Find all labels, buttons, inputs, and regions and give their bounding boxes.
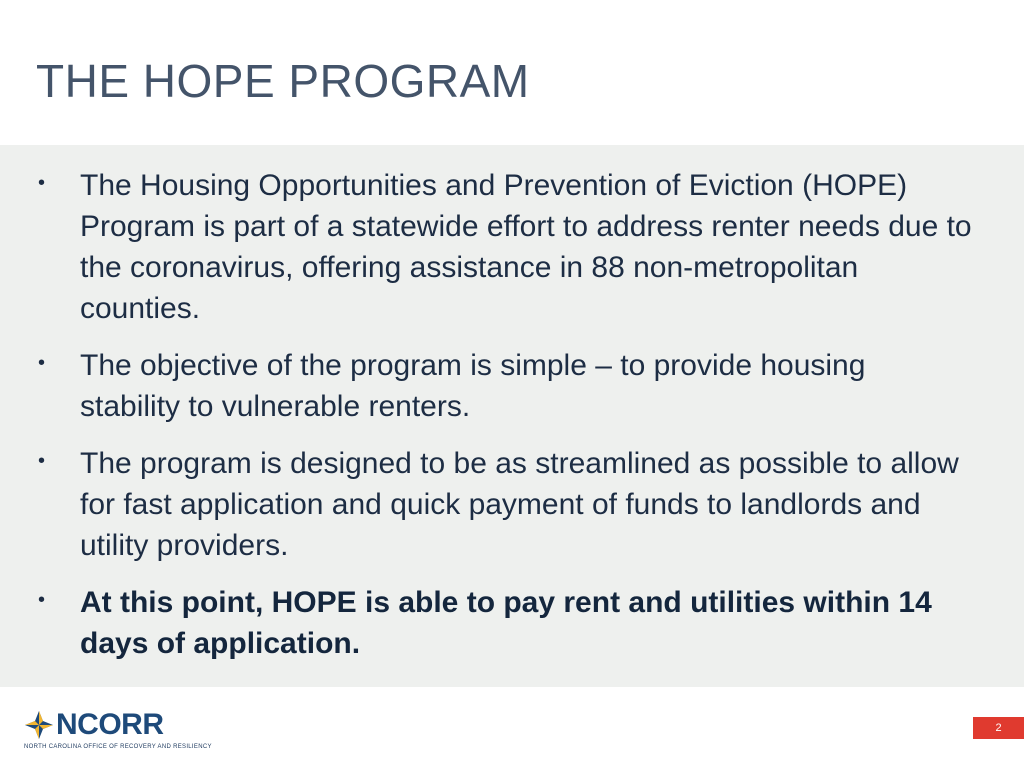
bullet-text: At this point, HOPE is able to pay rent and utilities within 14 days of application. <box>80 586 932 660</box>
bullet-text: The Housing Opportunities and Prevention of Eviction (HOPE) Program is part of a statewide effort to address renter needs due to the coronavirus, offering assistance in 88 non-metropolitan counties. <box>80 169 972 325</box>
diamond-star-icon <box>24 710 54 740</box>
bullet-item-highlight <box>38 582 973 664</box>
bullet-icon: • <box>38 450 46 472</box>
bullet-text: The objective of the program is simple – to provide housing stability to vulnerable renters. <box>80 349 866 423</box>
bullet-icon: • <box>38 352 46 374</box>
logo-wordmark: NCORR <box>56 708 164 741</box>
bullet-item <box>38 443 973 566</box>
bullet-item <box>38 165 973 329</box>
page-number-badge: 2 <box>973 717 1024 739</box>
bullet-icon: • <box>38 589 46 611</box>
ncorr-logo <box>24 708 212 756</box>
content-band <box>0 145 1024 687</box>
bullet-icon: • <box>38 172 46 194</box>
bullet-text: The program is designed to be as streamlined as possible to allow for fast application and quick payment of funds to landlords and utility providers. <box>80 447 959 562</box>
slide-title: THE HOPE PROGRAM <box>36 55 530 107</box>
logo-subtitle: NORTH CAROLINA OFFICE OF RECOVERY AND RESILIENCY <box>24 744 212 750</box>
bullet-item <box>38 345 973 427</box>
bullet-list <box>38 165 973 680</box>
